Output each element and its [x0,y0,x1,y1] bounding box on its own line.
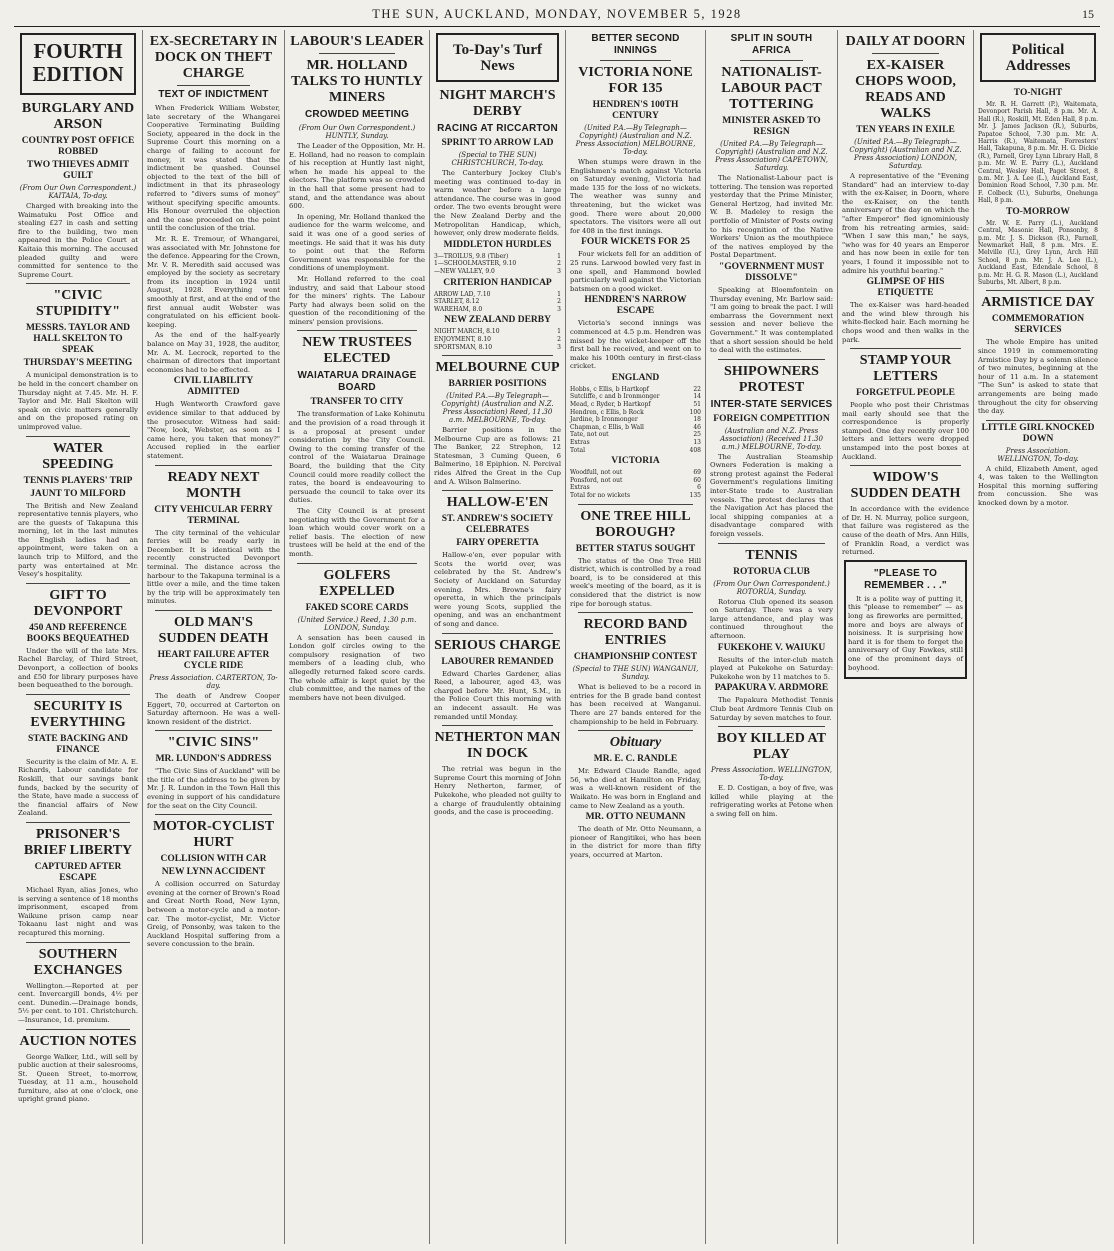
criterion-subhead: CRITERION HANDICAP [443,277,552,288]
divider [740,60,803,61]
ready-headline: READY NEXT MONTH [167,469,260,501]
result-row [570,401,701,409]
fourth-edition-box [20,33,136,95]
divider [718,359,825,360]
band-entries-subhead: CHAMPIONSHIP CONTEST [573,652,698,663]
holland-body: The Leader of the Opposition, Mr. H. E. Holland, had no reason to complain of his reception at Huntly last night, when he made his appeal to the electors. The platform was so crowded in the hall that some present had to stand, and the attendance was about 600. [289,142,425,211]
stamp-headline: STAMP YOUR LETTERS [859,353,952,385]
divider [26,283,130,284]
pact-body: The Nationalist-Labour pact is tottering. The tension was reported yesterday that the Prime Minister, General Hertzog, had invited Mr. W. B. Madeley to resign the portfolio of Minister of Posts owing to his recognition of the Native Workers' Union as the mouthpiece of the natives employed by the Postal Department. [710,174,833,260]
tennis-body: Rotorua Club opened its season on Saturday. There was a very large attendance, and play was continued throughout the afternoon. [710,597,833,640]
result-row [434,253,561,261]
secretary-headline: EX-SECRETARY IN DOCK ON THEFT CHARGE [149,34,278,81]
victoria-scores-subhead: VICTORIA [611,456,660,467]
result-value: 3 [557,343,561,351]
motor-cyclist-headline: MOTOR-CYCLIST HURT [152,819,275,851]
gift-body: Under the will of the late Mrs. Rachel Barclay, of Third Street, Devonport, a collection of books and £50 for library purposes have been bequeathed to the borough. [18,646,138,690]
result-row [570,439,701,447]
holland-body-2: In opening, Mr. Holland thanked the audience for the warm welcome, and said it was one of a good series of meetings. He said that it was his duty to point out that the Reform Government was responsible for the conditions of unemployment. [289,212,425,273]
divider [442,725,553,726]
result-row [570,469,701,477]
hendren-century-subhead: HENDREN'S 100TH CENTURY [592,100,679,121]
column-1 [14,30,142,1244]
shipowners-subhead: INTER-STATE SERVICES [710,398,833,410]
result-entry: NIGHT MARCH, 8.10 [434,328,500,336]
tonight-listings: Mr. R. H. Garrett (P.), Waitemata, Devonport Parish Hall, 8 p.m. Mr. A. Hall (R.), Roskill, Mt. Eden Hall, 8 p.m. Mr. J. James Jackson (R.), Suburbs, Papatoe School, 7.30 p.m. Mr. A. Harris (R.), Waitemata, Forresters' Hall, Takapuna, 8 p.m. Mr. H. G. Dickie (R.), Parnell, Grey Lynn Library Hall, 8 p.m. Mr. W. E. Parry (L.), Auckland Central, Wesley Hall, Paget Street, 8 p.m. Mr. J. A. Lee (L.), Auckland East, Dominion Road School, 7.30 p.m. Mr. F. Colbeck (U.), Suburbs, Onehunga Hall, 8 p.m. [978,101,1098,205]
england-scores-subhead: ENGLAND [611,372,660,383]
column-7 [837,30,973,1244]
boy-killed-dateline: Press Association. WELLINGTON, To-day. [710,766,832,783]
one-tree-hill-subhead: BETTER STATUS SOUGHT [575,543,696,554]
stamp-subhead: FORGETFUL PEOPLE [856,388,955,399]
divider [155,465,272,466]
result-value: 46 [693,423,701,431]
burglary-dateline: (From Our Own Correspondent.) KAITAIA, To-day. [19,184,137,200]
burglary-subhead-2: TWO THIEVES ADMIT GUILT [26,160,130,181]
divider [319,53,395,54]
ready-subhead: CITY VEHICULAR FERRY TERMINAL [154,504,273,526]
column-3 [284,30,429,1244]
etiquette-subhead: GLIMPSE OF HIS ETIQUETTE [866,277,945,299]
divider [26,942,130,943]
cricket-dateline: (United P.A.—By Telegraph—Copyright) (Australian and N.Z. Press Association) MELBOURNE, To-day. [575,124,696,156]
england-total-row [570,447,701,455]
civil-liability-body: Hugh Wentworth Crawford gave evidence similar to that adduced by the prosecutor. Witness had said: "Now, look, Webster, as soon as I came here, you taken that money?" Accused replied in the earlier statement. [147,400,280,460]
result-entry: Mead, c Ryder, b Hartkopf [570,401,651,409]
civic-sins-body: "The Civic Sins of Auckland" will be the title of the address to be given by Mr. J. R. Lundon in the Town Hall this evening in support of his candidature for the seat on the City Council. [147,767,280,810]
gift-headline: GIFT TO DEVONPORT [33,587,123,619]
hendren-escape-subhead: HENDREN'S NARROW ESCAPE [584,295,687,317]
result-row [570,386,701,394]
melbourne-cup-dateline: (United P.A.—By Telegraph—Copyright) (Australian and N.Z. Press Association) Reed, 11.30 a.m. MELBOURNE, To-day. [441,392,554,425]
armistice-subhead: COMMEMORATION SERVICES [991,314,1085,336]
remember-headline: "PLEASE TO REMEMBER . . ." [864,567,947,591]
divider [578,612,693,613]
melbourne-cup-subhead: BARRIER POSITIONS [448,379,547,390]
one-tree-hill-headline: ONE TREE HILL BOROUGH? [580,508,691,540]
midleton-results [434,253,561,276]
result-entry: Woodfull, not out [570,469,623,477]
serious-charge-subhead: LABOURER REMANDED [441,656,554,667]
old-man-headline: OLD MAN'S SUDDEN DEATH [158,614,269,646]
civic-body: A municipal demonstration is to be held in the concert chamber on Thursday night at 7.45. Mr. H. F. Taylor and Mr. Hall Skelton will speak on civic matters generally and on the proposed rating on unimproved value. [18,371,138,431]
derby-body: The Canterbury Jockey Club's meeting was continued to-day in warm weather before a large attendance. The course was in good order. The two events brought were the New Zealand Derby and the Metropolitan Handicap, which, however, only drew moderate fields. [434,169,561,238]
result-entry: Extras [570,484,590,492]
result-row [434,298,561,306]
tomorrow-listings: Mr. W. E. Parry (L.), Auckland Central, Masonic Hall, Ponsonby, 8 p.m. Mr. J. S. Dickson (R.), Parnell, Newmarket Hall, 8 p.m. Mrs. E. Melville (U.), Grey Lynn, Arch Hill School, 8 p.m. Mr. J. A. Lee (L.), Auckland East, Edendale School, 8 p.m. Mr. H. G. R. Mason (L.), Auckland Suburbs, Mt. Albert, 8 p.m. [978,219,1098,286]
result-value: 2 [557,335,561,343]
fourth-edition-banner: FOURTH EDITION [32,39,124,86]
turf-news-headline: To-Day's Turf News [452,42,543,74]
result-row [434,268,561,276]
tomorrow-subhead: TO-MORROW [1006,206,1070,217]
result-entry: 3—TROILUS, 9.8 (Tiber) [434,252,509,260]
prisoner-body: Michael Ryan, alias Jones, who is serving a sentence of 18 months imprisonment, escaped from Waikune prison camp near Tokaanu last night and was recaptured this morning. [18,885,138,937]
stamp-body: People who post their Christmas mail early should see that the correspondence is properly stamped. One day recently over 100 letters and letters were dropped unstamped into the post boxes at Auckland. [842,401,969,461]
security-body: Security is the claim of Mr. A. E. Richards, Labour candidate for Roskill, that our savings bank funds, backed by the security of the State, have made a success of the financial affairs of New Zealand. [18,757,138,818]
band-entries-headline: RECORD BAND ENTRIES [583,617,688,649]
tennis-dateline: (From Our Own Correspondent.) ROTORUA, Sunday. [713,579,830,596]
obituary-randle-subhead: MR. E. C. RANDLE [593,754,678,765]
doorn-headline: DAILY AT DOORN [845,34,966,49]
halloween-body: Hallow-e'en, ever popular with Scots the world over, was celebrated by the St. Andrew's Society of Auckland on Saturday evening. Mrs. Browne's fairy operetta, in which the principals were young Scots, supplied the opening, and was an enchantment of song and dance. [434,551,561,628]
result-entry: Ponsford, not out [570,476,623,484]
trustees-subhead: WAIATARUA DRAINAGE BOARD [297,370,417,394]
burglary-subhead: COUNTRY POST OFFICE ROBBED [21,136,135,157]
result-row [434,344,561,352]
criterion-results [434,291,561,314]
dissolve-body: Speaking at Bloemfontein on Thursday evening, Mr. Barlow said: "I am going to break the pact. I will embarrass the Government next session and never believe the Government." It was contemplated that a short session should be held to deal with the estimates. [710,285,833,355]
south-africa-headline: SPLIT IN SOUTH AFRICA [730,33,813,56]
page-number: 15 [1082,7,1094,21]
four-wickets-subhead: FOUR WICKETS FOR 25 [581,237,690,248]
netherton-body: The retrial was begun in the Supreme Court this morning of John Henry Netherton, farmer, of Pukekohe, who pleaded not guilty to a charge of fraudulently obtaining goods, and the case is proceeding. [434,765,561,817]
obituary-neumann-subhead: MR. OTTO NEUMANN [585,812,686,823]
result-entry: STARLET, 8.12 [434,298,480,306]
tennis-headline: TENNIS [745,547,798,563]
melbourne-cup-headline: MELBOURNE CUP [435,360,560,376]
victoria-total-value: 135 [689,492,701,499]
water-subhead: TENNIS PLAYERS' TRIP [23,475,133,486]
column-5 [565,30,705,1244]
result-entry: Chapman, c Ellis, b Wall [570,423,644,431]
result-row [570,409,701,417]
result-entry: Jardine, b Ironmonger [570,416,638,424]
result-value: 18 [693,416,701,424]
widow-body: In accordance with the evidence of Dr. H. N. Murray, police surgeon, that failure was registered as the cause of the death of Mrs. Ann Hills, of Franklin Road, a verdict was returned. [842,505,969,557]
derby-headline: NIGHT MARCH'S DERBY [439,88,556,119]
motor-cyclist-subhead: COLLISION WITH CAR [160,854,267,865]
security-subhead: STATE BACKING AND FINANCE [28,733,128,755]
result-value: 6 [697,484,701,492]
tennis-subhead: ROTORUA CLUB [733,566,810,577]
widow-headline: WIDOW'S SUDDEN DEATH [850,470,961,502]
divider [155,730,272,731]
civic-subhead-2: THURSDAY'S MEETING [23,358,133,369]
serious-charge-body: Edward Charles Gardener, alias Reed, a labourer, aged 43, was charged before Mr. Hunt, S.M., in the Police Court this morning with an indecent assault. He was remanded until Monday. [434,669,561,721]
holland-body-3: Mr. Holland referred to the coal industry, and said that Labour stood for the miners' rights. The Labour Party had always been solid on the question of the reconditioning of the miners' pension provisions. [289,274,425,326]
result-value: 2 [557,260,561,268]
column-2 [142,30,284,1244]
trustees-headline: NEW TRUSTEES ELECTED [302,335,412,367]
kaiser-subhead: TEN YEARS IN EXILE [856,125,955,135]
shipowners-headline: SHIPOWNERS PROTEST [724,363,819,395]
four-wickets-body: Four wickets fell for an addition of 25 runs. Larwood bowled very fast in one spell, and Hammond bowled particularly well against the Victorian batsmen on a good wicket. [570,250,701,293]
papakura-subhead: PAPAKURA V. ARDMORE [714,683,829,694]
political-addresses-box [980,33,1096,82]
divider [718,726,825,727]
divider [26,822,130,823]
secretary-subhead: TEXT OF INDICTMENT [158,89,269,100]
divider [850,348,961,349]
divider [297,563,417,564]
civic-sins-headline: "CIVIC SINS" [167,735,260,751]
armistice-headline: ARMISTICE DAY [981,295,1095,311]
etiquette-body: The ex-Kaiser was hard-headed and the wind blew through his white-flecked hair. Each morning he chops wood and then walks in the park. [842,301,969,344]
divider [26,1029,130,1030]
result-entry: Hendren, c Ellis, b Rock [570,408,644,416]
burglary-headline: BURGLARY AND ARSON [21,101,135,132]
column-6 [705,30,837,1244]
result-value: 13 [693,439,701,447]
burglary-body: Charged with breaking into the Waimatuku Post Office and stealing £27 in cash and setting fire to the building, two men appeared in the Police Court at Kaitaia this morning. The accused pleaded guilty and were committed for sentence to the Supreme Court. [18,202,138,279]
result-row [570,484,701,492]
newspaper-columns [14,30,1102,1244]
ready-body: The city terminal of the vehicular ferries will be ready early in December. It is identical with the recently constructed Devonport terminal. The distance across the harbour to the Takapuna terminal is a little over a mile, and the time taken by the trip will be approximately ten minutes. [147,528,280,606]
divider [718,543,825,544]
divider [442,490,553,491]
england-total-value: 408 [689,446,701,454]
boy-killed-headline: BOY KILLED AT PLAY [717,731,826,763]
political-addresses-headline: Political Addresses [1005,42,1071,74]
result-row [570,393,701,401]
derby-dateline: (Special to THE SUN) CHRISTCHURCH, To-day. [451,151,544,167]
divider [850,465,961,466]
golfers-body: A sensation has been caused in London golf circles owing to the compulsory resignation of two members of a leading club, who allegedly returned faked score cards. The whole affair is kept quiet by the club committee, and the names of the members have not been divulged. [289,633,425,702]
remember-body: It is a polite way of putting it, this "please to remember" — as long as fireworks are permitted, more and boys are always of noisiness. It is surprising how hard it is for them to forget the anniversary of Guy Fawkes, still one of the prominent days of boyhood. [848,594,963,672]
little-girl-dateline: Press Association. WELLINGTON, To-day. [997,446,1079,463]
column-4 [429,30,565,1244]
netherton-headline: NETHERTON MAN IN DOCK [434,730,561,762]
masthead [14,4,1100,27]
result-entry: —NEW VALLEY, 9.0 [434,267,495,275]
boy-killed-body: E. D. Costigan, a boy of five, was killed while playing at the refrigerating works at Petone when a swing fell on him. [710,784,833,818]
result-value: 3 [557,305,561,313]
one-tree-hill-body: The status of the One Tree Hill district, which is controlled by a road board, is to be considered at this week's meeting of the board, as it is considered that the district is now ripe for borough status. [570,556,701,608]
turf-news-box [436,33,559,82]
result-entry: ENJOYMENT, 8.10 [434,335,491,343]
nz-derby-subhead: NEW ZEALAND DERBY [444,315,551,326]
derby-subhead-2: SPRINT TO ARROW LAD [441,138,554,148]
england-total-label: Total [570,446,586,454]
fukekohe-subhead: FUKEKOHE V. WAIUKU [717,642,826,653]
victoria-total-label: Total for no wickets [570,492,631,499]
divider [872,53,939,54]
halloween-headline: HALLOW-E'EN [446,495,549,511]
auction-body: George Walker, Ltd., will sell by public auction at their salesrooms, St. Queen Street, to-morrow, Tuesday, at 11 a.m., household furniture, also at one o'clock, one upright grand piano. [18,1052,138,1104]
divider [442,633,553,634]
result-entry: Hobbs, c Ellis, b Hartkopf [570,385,649,393]
golfers-subhead: FAKED SCORE CARDS [305,602,409,613]
secretary-body: When Frederick William Webster, late secretary of the Whangarei Cooperative Terminating Building Society, appeared in the dock in the Supreme Court this morning on a charge of failing to account for money, it was stated that the indictment be quashed. Counsel objected to the text of the bill of indictment in that its phraseology referred to "divers sums of money" without specifying specific amounts. His Honour overruled the objection and the case proceeded on the point until the conclusion of the trial. [147,104,280,233]
obituary-randle-body: Mr. Edward Claude Randle, aged 56, who died at Hamilton on Friday, was a well-known resident of the Waikato. He was born in England and came to New Zealand as a youth. [570,767,701,810]
result-value: 3 [557,267,561,275]
halloween-subhead-2: FAIRY OPERETTA [456,538,539,549]
divider [600,60,671,61]
result-entry: Extras [570,439,590,447]
civic-headline: "CIVIC STUPIDITY" [35,288,120,320]
halloween-subhead: ST. ANDREW'S SOCIETY CELEBRATES [441,514,554,536]
result-entry: Tate, not out [570,431,609,439]
victoria-total-row [570,492,701,500]
civic-subhead: MESSRS. TAYLOR AND HALL SKELTON TO SPEAK [25,323,131,356]
column-8 [973,30,1102,1244]
water-body: The British and New Zealand representative tennis players, who are the guests of Takapuna this morning, let in the last minutes the English ladies had an appointment, were taken on a launch trip to Milford, and the party was entertained at Mr. Vesey's hospitality. [18,501,138,579]
band-entries-dateline: (Special to THE SUN) WANGANUI, Sunday. [572,665,699,682]
pact-dateline: (United P.A.—By Telegraph—Copyright) (Australian and N.Z. Press Association) CAPETOWN, Saturday. [715,140,828,172]
trustees-subhead-2: TRANSFER TO CITY [310,397,404,408]
result-value: 14 [693,393,701,401]
divider [986,420,1090,421]
derby-subhead: RACING AT RICCARTON [437,123,558,134]
holland-headline: MR. HOLLAND TALKS TO HUNTLY MINERS [291,58,423,105]
little-girl-body: A child, Elizabeth Ament, aged 4, was taken to the Wellington Hospital this morning suffering from concussion. She was knocked down by a motor. [978,464,1098,508]
divider [26,583,130,584]
result-row [434,336,561,344]
papakura-body: The Papakura Methodist Tennis Club beat Ardmore Tennis Club on Saturday by seven matches to four. [710,696,833,722]
water-subhead-2: JAUNT TO MILFORD [30,488,126,499]
little-girl-headline: LITTLE GIRL KNOCKED DOWN [981,422,1095,444]
midleton-subhead: MIDDLETON HURDLES [443,239,552,250]
result-value: 100 [689,408,701,416]
divider [442,355,553,356]
divider [26,694,130,695]
result-row [570,416,701,424]
motor-cyclist-subhead-2: NEW LYNN ACCIDENT [161,867,266,878]
result-entry: ARROW LAD, 7.10 [434,290,491,298]
divider [986,290,1090,291]
auction-headline: AUCTION NOTES [19,1033,137,1049]
kaiser-dateline: (United P.A.—By Telegraph—Copyright) (Australian and N.Z. Press Association) LONDON, Saturday. [849,138,962,170]
result-row [570,424,701,432]
golfers-headline: GOLFERS EXPELLED [319,567,395,599]
melbourne-cup-body: Barrier positions in the Melbourne Cup are as follows: 21 The Banker, 22 Strephon, 12 Statesman, 3 Cuming Queen, 6 Balmerino, 18 Epiphion. N. Percival rides Alfred the Great in the Cup and A. Wilson Balmerino. [434,426,561,486]
divider [297,330,417,331]
divider [177,85,250,86]
shipowners-body: The Australian Steamship Owners Federation is making a strong protest against the Federal Government's regulations limiting inter-State trade to Australian vessels. The protest declares that the Navigation Act has placed the local shipping companies at a disadvantage compared with foreign vessels. [710,452,833,539]
nz-derby-results [434,328,561,351]
water-headline: WATER SPEEDING [42,440,114,472]
result-value: 1 [557,252,561,260]
divider [578,504,693,505]
serious-charge-headline: SERIOUS CHARGE [434,637,561,653]
holland-subhead: CROWDED MEETING [304,109,410,120]
result-row [434,328,561,336]
armistice-body: The whole Empire has united since 1919 in commemorating Armistice Day by a solemn silence of two minutes, beginning at the hour of 11 a.m. In a statement "The Sun" is asked to state that arrangements are being made throughout the city for observing the day. [978,338,1098,416]
result-entry: SPORTSMAN, 8.10 [434,343,493,351]
divider [578,730,693,731]
dissolve-subhead: "GOVERNMENT MUST DISSOLVE" [718,261,825,283]
divider [155,814,272,815]
hendren-escape-body: Victoria's second innings was commenced at 4.5 p.m. Hendren was missed by the wicket-keeper off the first ball he received, and went on to make his 100th century in first-class cricket. [570,319,701,371]
fukekohe-body: Results of the inter-club match played at Pukekohe on Saturday: Pukekohe won by 11 matches to 5. [710,655,833,681]
divider [155,610,272,611]
shipowners-dateline: (Australian and N.Z. Press Association) (Received 11.30 a.m.) MELBOURNE, To-day. [720,426,823,451]
result-row [570,477,701,485]
result-row [434,291,561,299]
result-entry: Sutcliffe, c and b Ironmonger [570,393,660,401]
prisoner-subhead: CAPTURED AFTER ESCAPE [34,861,122,883]
result-entry: 1—SCHOOLMASTER, 9.10 [434,260,517,268]
kaiser-body: A representative of the "Evening Standard" had an interview to-day with the ex-Kaiser, in Doorn, where the ex-Kaiser, on the tenth anniversary of the day on which the "after Emperor" fled ignominiously from his retreating armies, said: "When I saw this man," he says, "who was for 40 years an Emperor and has now been in exile for ten years, I found it impossible not to admire his youthful bearing." [842,172,969,275]
divider [26,436,130,437]
band-entries-body: What is believed to be a record in entries for the B grade band contest has been received at Wanganui. There are 27 bands entered for the championship to be held in February. [570,683,701,726]
victoria-headline: VICTORIA NONE FOR 135 [578,65,693,96]
kaiser-headline: EX-KAISER CHOPS WOOD, READS AND WALKS [855,58,956,121]
tonight-subhead: TO-NIGHT [1013,88,1063,98]
result-value: 25 [693,431,701,439]
civic-sins-subhead: MR. LUNDON'S ADDRESS [155,754,272,765]
second-innings-headline: BETTER SECOND INNINGS [591,33,680,56]
obituary-neumann-body: The death of Mr. Otto Neumann, a pioneer of Rangitikei, who has been in the district for more than fifty years, occurred at Marton. [570,825,701,859]
motor-cyclist-body: A collision occurred on Saturday evening at the corner of Brown's Road and Great North Road, New Lynn, between a motor-cycle and a motor-car. The motor-cyclist, Mr. Victor Greig, of Ponsonby, was taken to the Auckland Hospital suffering from a severe concussion to the brain. [147,880,280,949]
holland-dateline: (From Our Own Correspondent.) HUNTLY, Sunday. [298,124,416,140]
southern-headline: SOUTHERN EXCHANGES [33,946,123,978]
result-value: 51 [693,401,701,409]
result-row [434,260,561,268]
secretary-body-3: As the end of the half-yearly balance on May 31, 1928, the auditor, Mr. A. M. Lecrock, reported to the chairman of directors that important economies had to be effected. [147,331,280,374]
remember-box [844,560,967,679]
secretary-body-2: Mr. R. E. Tremour, of Whangarei, was associated with Mr. Johnstone for the defence. Appearing for the Crown, Mr. V. R. Meredith said accused was employed by the society as secretary from its inception in 1924 until August, 1928. Everything went smoothly at first, and at the end of the first annual audit Webster was congratulated on his efficient book-keeping. [147,234,280,329]
result-row [434,306,561,314]
labour-leader-headline: LABOUR'S LEADER [290,34,424,49]
england-scorecard [570,386,701,447]
old-man-body: The death of Andrew Cooper Eggert, 70, occurred at Carterton on Saturday afternoon. He was a well-known resident of the district. [147,691,280,726]
pact-headline: NATIONALIST-LABOUR PACT TOTTERING [721,65,822,112]
result-value: 1 [557,328,561,336]
pact-subhead: MINISTER ASKED TO RESIGN [722,116,821,137]
result-value: 60 [693,476,701,484]
gift-subhead: 450 AND REFERENCE BOOKS BEQUEATHED [26,622,130,644]
old-man-subhead: HEART FAILURE AFTER CYCLE RIDE [157,649,270,671]
result-entry: WAREHAM, 8.0 [434,305,483,313]
result-value: 69 [693,469,701,477]
trustees-body: The transformation of Lake Kohinutu and the provision of a road through it is a proposal at present under consideration by the City Council. Owing to the coming transfer of the control of the Waiatarua Drainage Board, the building that the City Council could more readily collect the rates, the board is endeavouring to persuade the council to take over its duties. [289,410,425,505]
cricket-body: When stumps were drawn in the Englishmen's match against Victoria on Saturday evening, Victoria had made 135 for the loss of no wickets. The weather was sunny and threatening, but the wicket was good. There were about 20,000 spectators. The visitors were all out for 408 in the first innings. [570,158,701,235]
result-value: 2 [557,298,561,306]
security-headline: SECURITY IS EVERYTHING [30,698,126,730]
prisoner-headline: PRISONER'S BRIEF LIBERTY [23,826,133,858]
golfers-dateline: (United Service.) Reed, 1.30 p.m. LONDON, Sunday. [297,615,417,632]
result-value: 1 [557,290,561,298]
trustees-body-2: The City Council is at present negotiating with the Government for a loan which would cover work on a relief basis. The election of new trustees will be held at the end of the month. [289,507,425,558]
southern-body: Wellington.—Reported at per cent. Invercargill bonds, 4½ per cent. Dunedin.—Drainage bonds, 5½ per cent. to 101. Christchurch.—Insurance, 1d. premium. [18,981,138,1024]
civil-liability-subhead: CIVIL LIABILITY ADMITTED [173,376,254,398]
obituary-headline: Obituary [609,735,662,751]
masthead-title: THE SUN, AUCKLAND, MONDAY, NOVEMBER 5, 1928 [372,7,742,21]
result-value: 22 [693,385,701,393]
result-row [570,431,701,439]
shipowners-subhead-2: FOREIGN COMPETITION [713,413,830,424]
victoria-scorecard [570,469,701,492]
old-man-dateline: Press Association. CARTERTON, To-day. [149,673,278,690]
